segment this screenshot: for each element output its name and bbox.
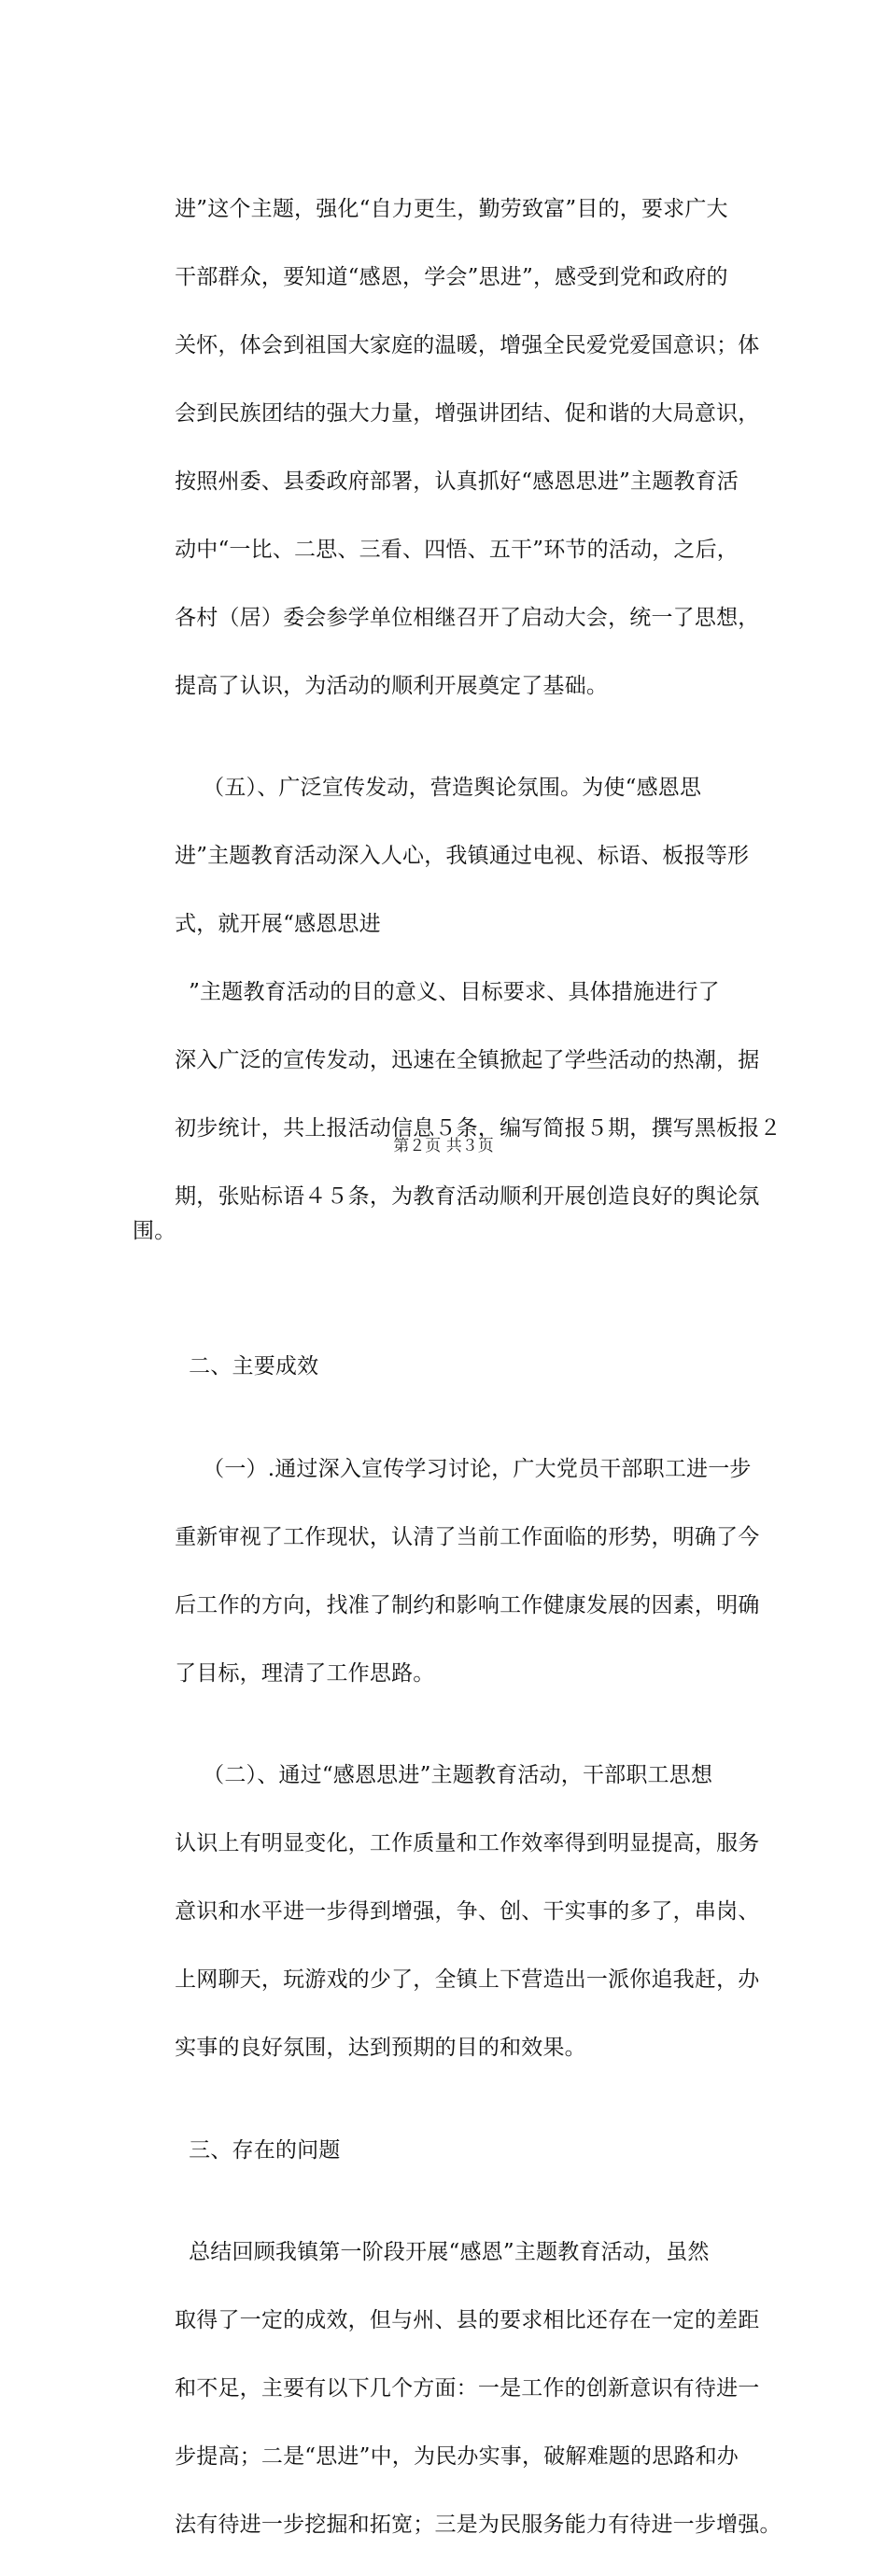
text-line: 认识上有明显变化，工作质量和工作效率得到明显提高，服务: [175, 1831, 759, 1855]
text-line: 取得了一定的成效，但与州、县的要求相比还存在一定的差距: [175, 2308, 759, 2332]
paragraph-2: [133, 737, 786, 1282]
text-line: 期，张贴标语４５条，为教育活动顺利开展创造良好的舆论氛围。: [133, 1184, 759, 1243]
text-line: 关怀，体会到祖国大家庭的温暖，增强全民爱党爱国意识；体: [175, 333, 759, 357]
text-line: （一）.通过深入宣传学习讨论，广大党员干部职工进一步: [175, 1457, 752, 1481]
text-line: 按照州委、县委政府部署，认真抓好“感恩思进”主题教育活: [175, 469, 739, 494]
text-line: 后工作的方向，找准了制约和影响工作健康发展的因素，明确: [175, 1593, 759, 1617]
text-line: 提高了认识，为活动的顺利开展奠定了基础。: [175, 674, 608, 698]
heading-text: 三、存在的问题: [175, 2138, 340, 2163]
text-line: （五）、广泛宣传发动，营造舆论氛围。为使“感恩思: [175, 776, 701, 800]
text-line: 会到民族团结的强大力量，增强讲团结、促和谐的大局意识，: [175, 401, 759, 426]
text-line: ”主题教育活动的目的意义、目标要求、具体措施进行了: [175, 980, 720, 1004]
paragraph-4: [133, 1725, 786, 2100]
page-number-label: 第２页 共３页: [393, 1137, 493, 1155]
page-footer: [0, 1136, 887, 1156]
text-line: 步提高；二是“思进”中，为民办实事，破解难题的思路和办: [175, 2444, 739, 2469]
text-line: 干部群众，要知道“感恩，学会”思进”，感受到党和政府的: [175, 265, 728, 289]
paragraph-3: [133, 1418, 786, 1725]
paragraph-gap: [133, 1282, 786, 1316]
paragraph-5: [133, 2202, 786, 2576]
text-line: 初步统计，共上报活动信息５条，编写简报５期，撰写黑板报２: [175, 1116, 781, 1141]
text-line: 上网聊天，玩游戏的少了，全镇上下营造出一派你追我赶，办: [175, 1967, 759, 1992]
document-body: [133, 158, 786, 2576]
text-line: 深入广泛的宣传发动，迅速在全镇掀起了学些活动的热潮，据: [175, 1048, 759, 1072]
text-line: 意识和水平进一步得到增强，争、创、干实事的多了，串岗、: [175, 1899, 759, 1924]
document-page: [0, 0, 887, 1254]
text-line: 进”主题教育活动深入人心，我镇通过电视、标语、板报等形: [175, 844, 749, 868]
text-line: 重新审视了工作现状，认清了当前工作面临的形势，明确了今: [175, 1525, 759, 1549]
heading-text: 二、主要成效: [175, 1354, 318, 1379]
text-line: 进”这个主题，强化“自力更生，勤劳致富”目的，要求广大: [175, 197, 728, 221]
paragraph-1: [133, 158, 786, 737]
text-line: 式，就开展“感恩思进: [175, 912, 381, 936]
text-line: 总结回顾我镇第一阶段开展“感恩”主题教育活动，虽然: [175, 2240, 710, 2264]
text-line: （二）、通过“感恩思进”主题教育活动，干部职工思想: [175, 1763, 712, 1787]
section-heading-existing-problems: [133, 2099, 786, 2202]
text-line: 实事的良好氛围，达到预期的目的和效果。: [175, 2036, 586, 2060]
text-line: 法有待进一步挖掘和拓宽；三是为民服务能力有待进一步增强。: [175, 2513, 781, 2537]
text-line: 和不足，主要有以下几个方面：一是工作的创新意识有待进一: [175, 2376, 759, 2401]
text-line: 了目标，理清了工作思路。: [175, 1661, 434, 1686]
text-line: 各村（居）委会参学单位相继召开了启动大会，统一了思想，: [175, 606, 759, 630]
text-line: 动中“一比、二思、三看、四悟、五干”环节的活动，之后，: [175, 538, 739, 562]
section-heading-main-results: [133, 1316, 786, 1419]
